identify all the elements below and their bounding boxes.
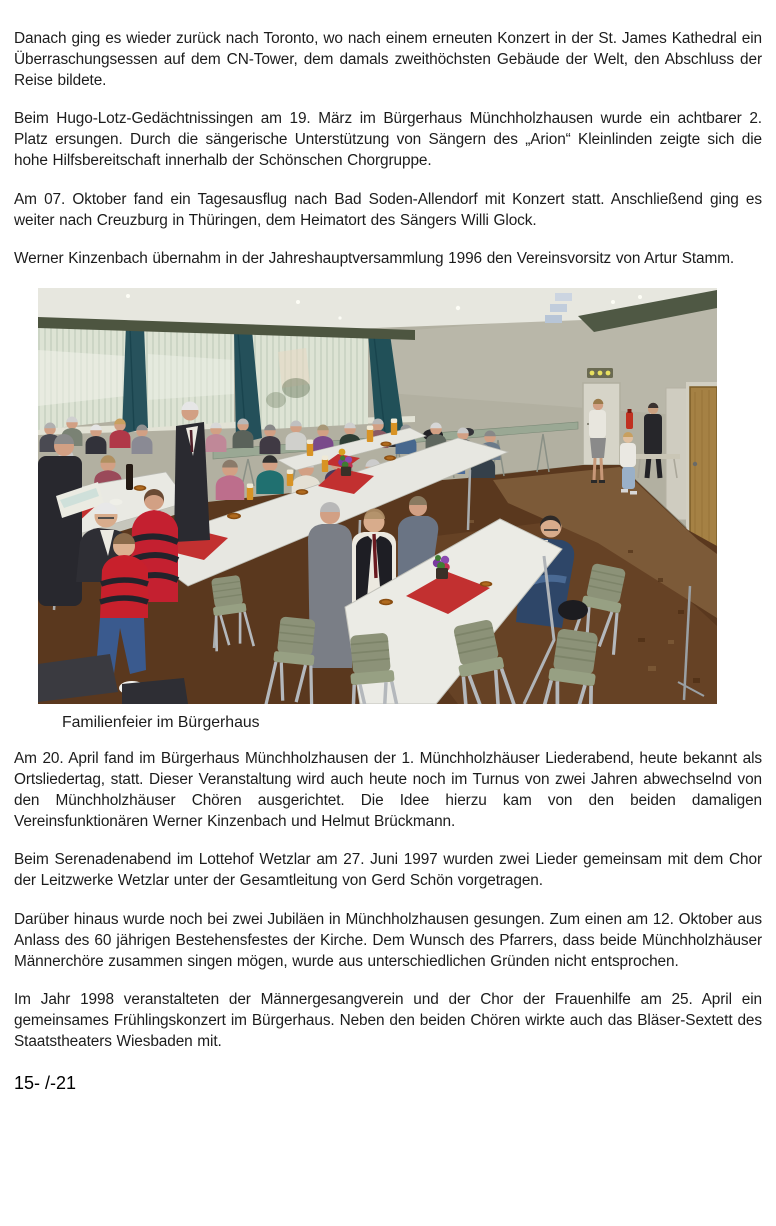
paragraph-serenadenabend: Beim Serenadenabend im Lottehof Wetzlar am 27. Juni 1997 wurden zwei Lieder gemeinsam mit dem Chor der Leitzwerke Wetzlar unter der Gesamtleitung von Gerd Schön vorgetragen. <box>14 851 762 890</box>
fire-extinguisher <box>626 412 633 429</box>
page-number: 15- /-21 <box>14 1072 77 1093</box>
paragraph-liederabend: Am 20. April fand im Bürgerhaus Münchholzhausen der 1. Münchholzhäuser Liederabend, heute bekannt als Ortsliedertag, statt. Dieser Veranstaltung wird auch heute noch im Turnus von zwei Jahren abwechselnd von den Münchholzhäuser Chören ausgerichtet. Die Idee hierzu kam von den beiden damaligen Vereinsfunktionären Werner Kinzenbach und Helmut Brückmann. <box>14 750 762 830</box>
paragraph-toronto: Danach ging es wieder zurück nach Toronto, wo nach einem erneuten Konzert in der St. James Kathedral ein Überraschungsessen auf dem CN-Tower, dem damals zweithöchsten Gebäude der Welt, den Abschluss der Reise bildete. <box>14 30 762 89</box>
photo-caption: Familienfeier im Bürgerhaus <box>62 714 260 732</box>
photo-banquet-hall-scene <box>38 288 717 704</box>
photo-familienfeier <box>38 288 717 704</box>
paragraph-fruehlingskonzert: Im Jahr 1998 veranstalteten der Männergesangverein und der Chor der Frauenhilfe am 25. April ein gemeinsames Frühlingskonzert im Bürgerhaus. Neben den beiden Chören wirkte auch das Bläser-Sextett des Staatstheaters Wiesbaden mit. <box>14 991 762 1050</box>
wooden-door <box>690 387 717 549</box>
photo-man-grey-suit-standing <box>308 502 352 668</box>
black-bag-floor <box>558 600 588 620</box>
paragraph-hugo-lotz: Beim Hugo-Lotz-Gedächtnissingen am 19. März im Bürgerhaus Münchholzhausen wurde ein achtbarer 2. Platz ersungen. Durch die sängerische Unterstützung von Sängern des „Arion“ Kleinlinden zeigte sich die hohe Hilfsbereitschaft innerhalb der Schönschen Chorgruppe. <box>14 110 762 169</box>
paragraph-tagesausflug: Am 07. Oktober fand ein Tagesausflug nach Bad Soden-Allendorf mit Konzert statt. Anschließend ging es weiter nach Creuzburg in Thüringen, dem Heimatort des Sängers Willi Glock. <box>14 190 762 229</box>
paragraph-jubilaeen: Darüber hinaus wurde noch bei zwei Jubiläen in Münchholzhausen gesungen. Zum einen am 12. Oktober aus Anlass des 60 jährigen Bestehensfestes der Kirche. Dem Wunsch des Pfarrers, dass beide Münchholzhäuser Männerchöre zusammen singen mögen, wurde aus unterschiedlichen Gründen nicht entsprochen. <box>14 910 762 970</box>
paragraph-vereinsvorsitz: Werner Kinzenbach übernahm in der Jahreshauptversammlung 1996 den Vereinsvorsitz von Artur Stamm. <box>14 250 735 268</box>
wine-bottle <box>126 464 133 490</box>
